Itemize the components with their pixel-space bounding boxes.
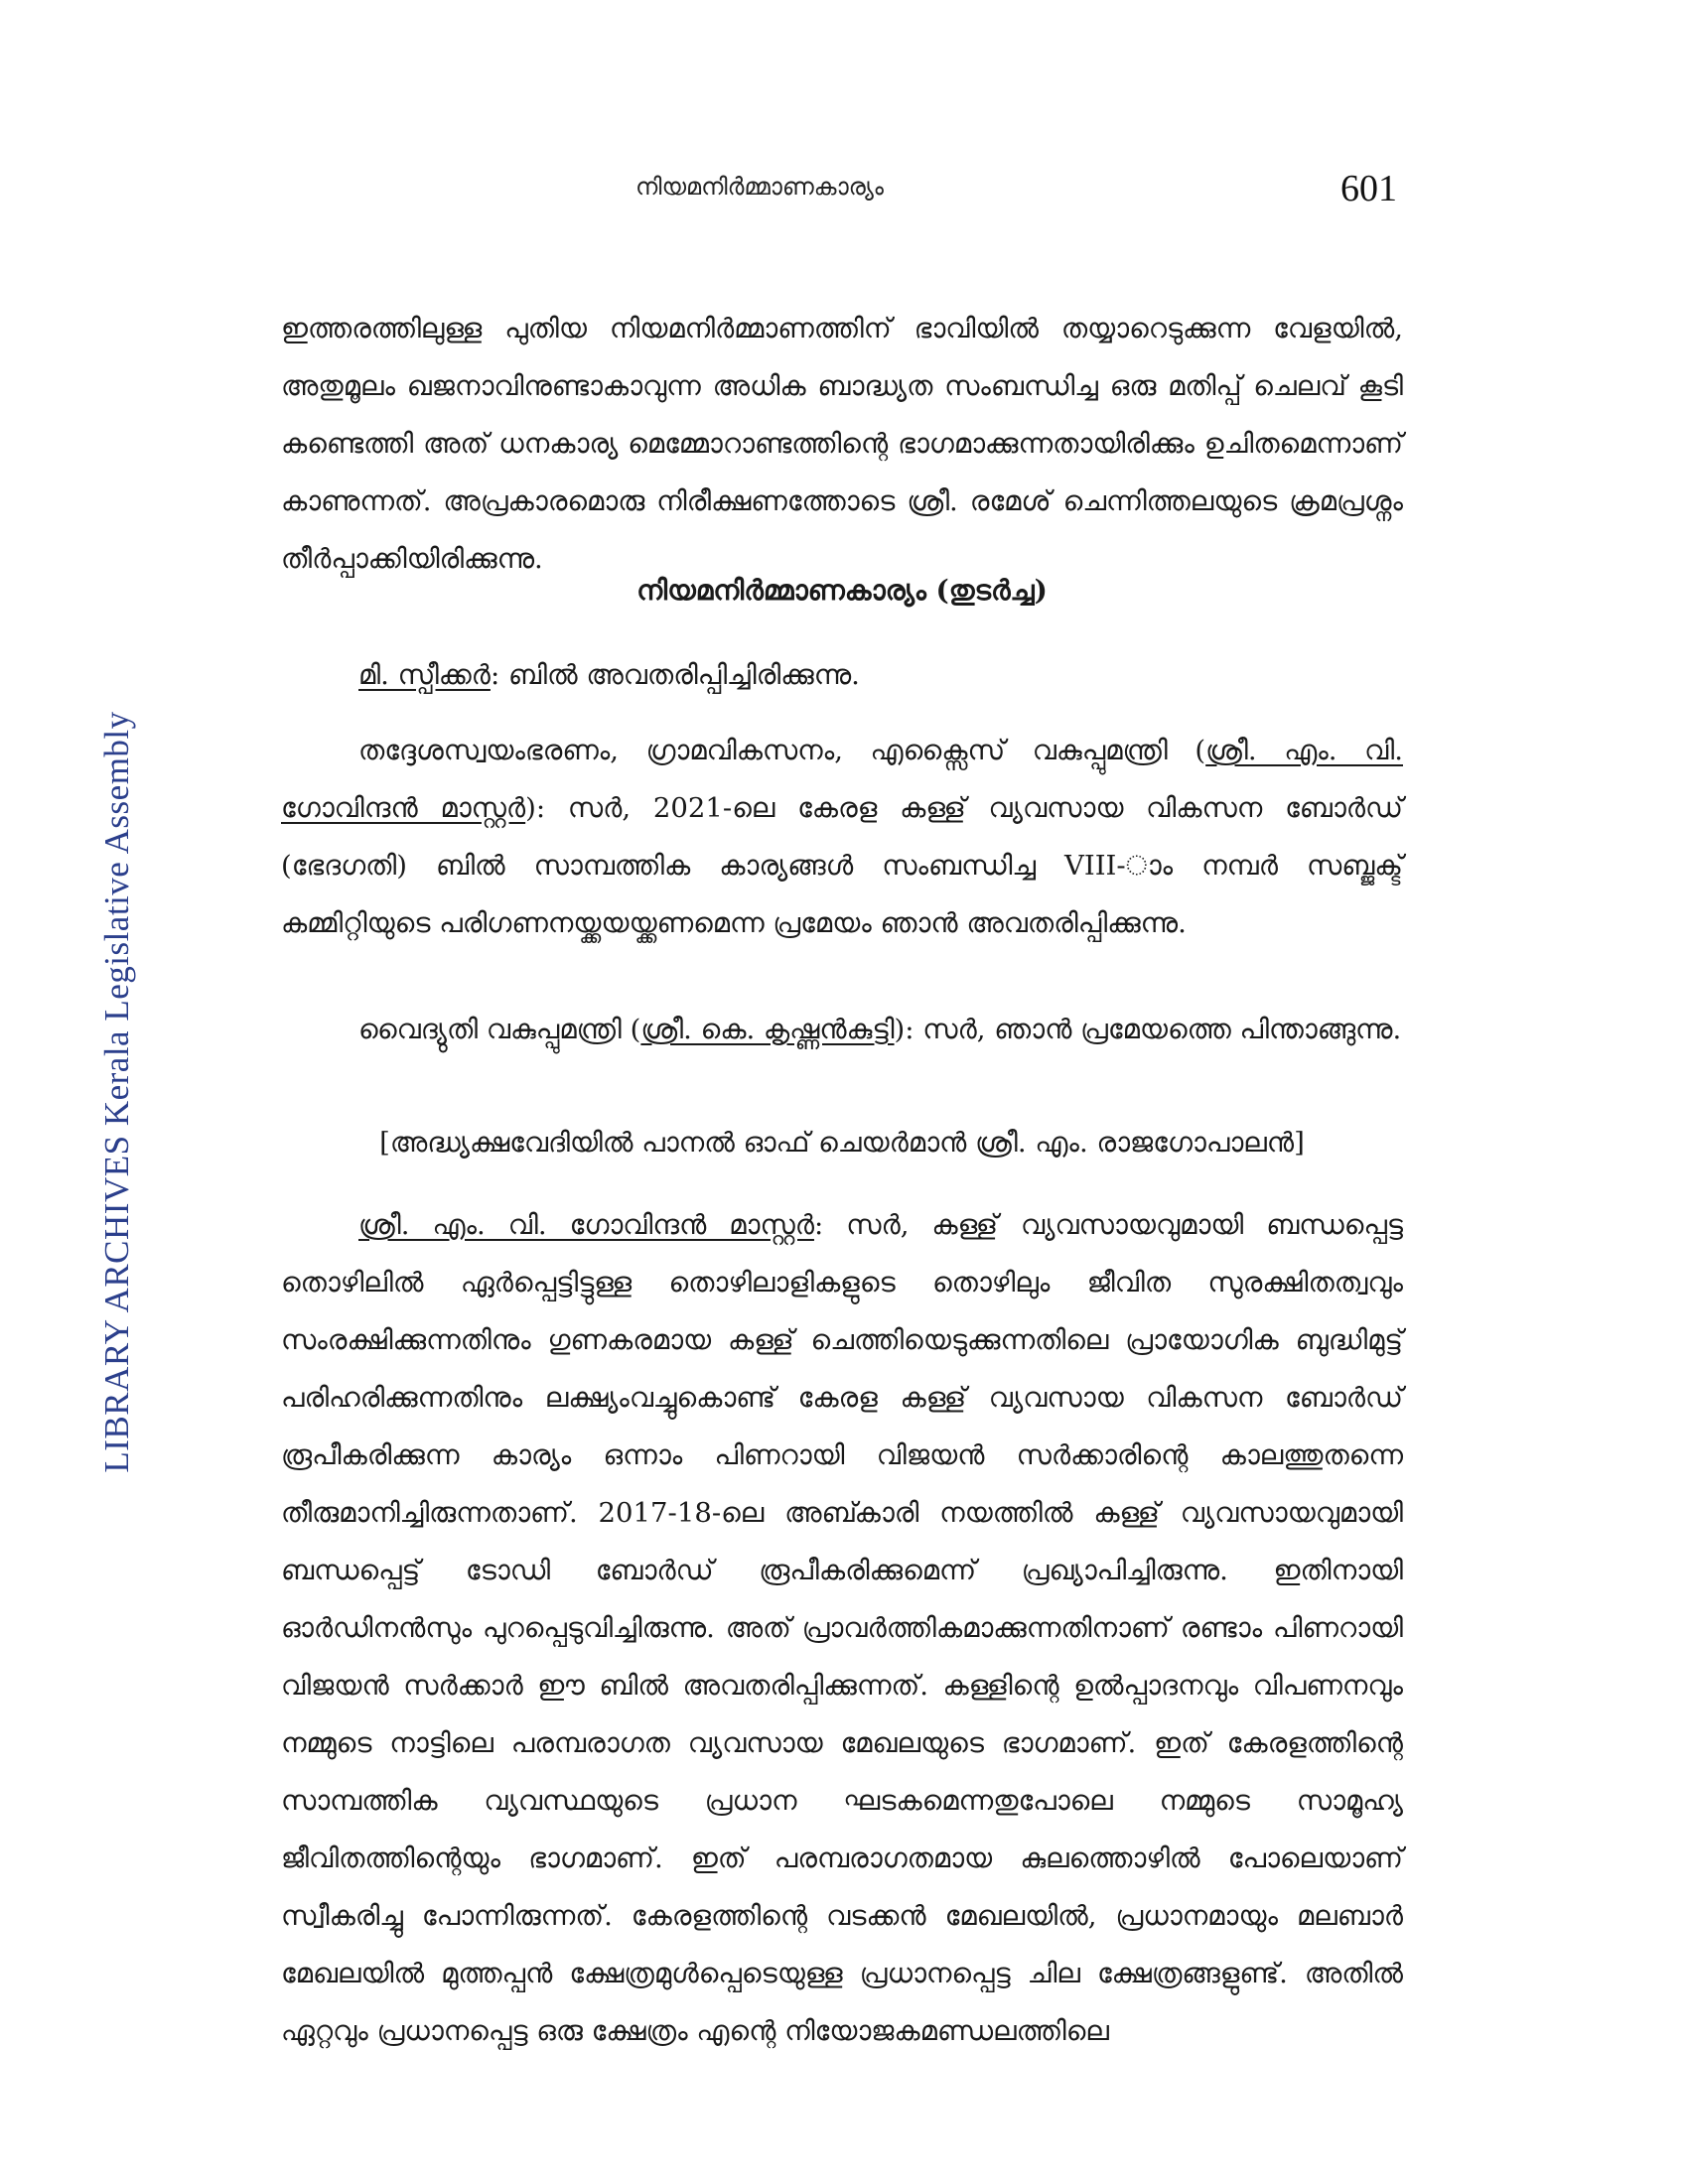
speech-paragraph [281, 1196, 1403, 2060]
statement-text: ): സർ, 2021-ലെ കേരള കള്ള് വ്യവസായ വികസന ബോർഡ് (ഭേദഗതി) ബിൽ സാമ്പത്തിക കാര്യങ്ങൾ സംബന്ധിച്ച VIII-ാം നമ്പർ സബ്ജക്ട് കമ്മിറ്റിയുടെ പരിഗണനയ്ക്കയയ്ക്കണമെന്ന പ്രമേയം ഞാൻ അവതരിപ്പിക്കുന്നു. [281, 792, 1404, 939]
motion-paragraph [281, 722, 1403, 952]
speaker-designation: തദ്ദേശസ്വയംഭരണം, ഗ്രാമവികസനം, എക്സൈസ് വകുപ്പുമന്ത്രി ( [358, 735, 1206, 766]
speaker-name: ശ്രീ. എം. വി. ഗോവിന്ദൻ മാസ്റ്റർ [358, 1209, 814, 1241]
chair-note: [അദ്ധ്യക്ഷവേദിയിൽ പാനൽ ഓഫ് ചെയർമാൻ ശ്രീ. എം. രാജഗോപാലൻ] [379, 1127, 1305, 1159]
page-number: 601 [1340, 168, 1397, 209]
seconding-paragraph [281, 1001, 1403, 1058]
statement-text: : ബിൽ അവതരിപ്പിച്ചിരിക്കുന്നു. [490, 659, 860, 691]
section-heading: നിയമനിർമ്മാണകാര്യം (തുടർച്ച) [636, 574, 1048, 607]
speaker-designation: വൈദ്യുതി വകുപ്പുമന്ത്രി ( [358, 1014, 641, 1045]
archive-watermark: LIBRARY ARCHIVES Kerala Legislative Assembly [97, 711, 136, 1473]
speaker-name: ശ്രീ. കെ. കൃഷ്ണൻകുട്ടി [640, 1014, 895, 1045]
running-head-title: നിയമനിർമ്മാണകാര്യം [635, 173, 884, 201]
speaker-statement [281, 646, 1403, 704]
statement-text: : സർ, കള്ള് വ്യവസായവുമായി ബന്ധപ്പെട്ട തൊഴിലിൽ ഏർപ്പെട്ടിട്ടുള്ള തൊഴിലാളികളുടെ തൊഴിലും ജീവിത സുരക്ഷിതത്വവും സംരക്ഷിക്കുന്നതിനും ഗുണകരമായ കള്ള് ചെത്തിയെടുക്കുന്നതിലെ പ്രായോഗിക ബുദ്ധിമുട്ട് പരിഹരിക്കുന്നതിനും ലക്ഷ്യംവച്ചുകൊണ്ട് കേരള കള്ള് വ്യവസായ വികസന ബോർഡ് രൂപീകരിക്കുന്ന കാര്യം ഒന്നാം പിണറായി വിജയൻ സർക്കാരിന്റെ കാലത്തുതന്നെ തീരുമാനിച്ചിരുന്നതാണ്. 2017-18-ലെ അബ്കാരി നയത്തിൽ കള്ള് വ്യവസായവുമായി ബന്ധപ്പെട്ട് ടോഡി ബോർഡ് രൂപീകരിക്കുമെന്ന് പ്രഖ്യാപിച്ചിരുന്നു. ഇതിനായി ഓർഡിനൻസും പുറപ്പെടുവിച്ചിരുന്നു. അത് പ്രാവർത്തികമാക്കുന്നതിനാണ് രണ്ടാം പിണറായി വിജയൻ സർക്കാർ ഈ ബിൽ അവതരിപ്പിക്കുന്നത്. കള്ളിന്റെ ഉൽപ്പാദനവും വിപണനവും നമ്മുടെ നാട്ടിലെ പരമ്പരാഗത വ്യവസായ മേഖലയുടെ ഭാഗമാണ്. ഇത് കേരളത്തിന്റെ സാമ്പത്തിക വ്യവസ്ഥയുടെ പ്രധാന ഘടകമെന്നതുപോലെ നമ്മുടെ സാമൂഹ്യ ജീവിതത്തിന്റെയും ഭാഗമാണ്. ഇത് പരമ്പരാഗതമായ കുലത്തൊഴിൽ പോലെയാണ് സ്വീകരിച്ചു പോന്നിരുന്നത്. കേരളത്തിന്റെ വടക്കൻ മേഖലയിൽ, പ്രധാനമായും മലബാർ മേഖലയിൽ മുത്തപ്പൻ ക്ഷേത്രമുൾപ്പെടെയുള്ള പ്രധാനപ്പെട്ട ചില ക്ഷേത്രങ്ങളുണ്ട്. അതിൽ ഏറ്റവും പ്രധാനപ്പെട്ട ഒരു ക്ഷേത്രം എന്റെ നിയോജകമണ്ഡലത്തിലെ [281, 1209, 1403, 2047]
running-header [0, 167, 1688, 210]
speaker-name: മി. സ്പീക്കർ [358, 659, 491, 691]
speaker-name: ശ്രീ. എം. വി. ഗോവിന്ദൻ മാസ്റ്റർ [281, 735, 1403, 824]
paragraph-continuation [281, 300, 1403, 588]
statement-text: ): സർ, ഞാൻ പ്രമേയത്തെ പിന്താങ്ങുന്നു. [894, 1014, 1402, 1045]
paragraph-text: ഇത്തരത്തിലുള്ള പുതിയ നിയമനിർമ്മാണത്തിന് ഭാവിയിൽ തയ്യാറെടുക്കുന്ന വേളയിൽ, അതുമൂലം ഖജനാവിനുണ്ടാകാവുന്ന അധിക ബാദ്ധ്യത സംബന്ധിച്ച ഒരു മതിപ്പ് ചെലവ് കൂടി കണ്ടെത്തി അത് ധനകാര്യ മെമ്മോറാണ്ടത്തിന്റെ ഭാഗമാക്കുന്നതായിരിക്കും ഉചിതമെന്നാണ് കാണുന്നത്. അപ്രകാരമൊരു നിരീക്ഷണത്തോടെ ശ്രീ. രമേശ് ചെന്നിത്തലയുടെ ക്രമപ്രശ്നം തീർപ്പാക്കിയിരിക്കുന്നു. [281, 313, 1403, 575]
